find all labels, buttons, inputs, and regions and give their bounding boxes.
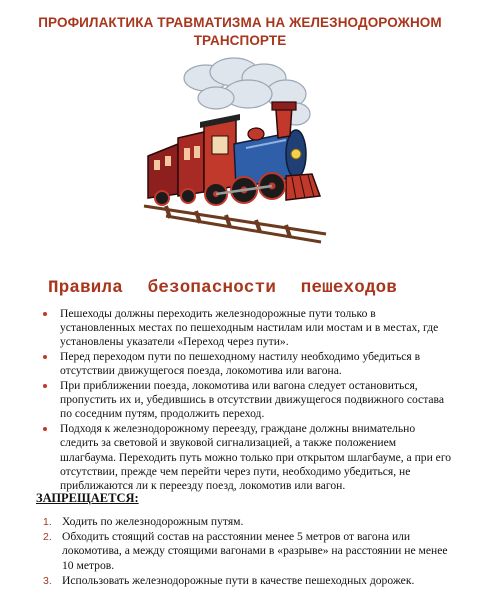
steam-locomotive-icon [136, 56, 336, 246]
item-number: 2. [43, 531, 52, 544]
page-title: ПРОФИЛАКТИКА ТРАВМАТИЗМА НА ЖЕЛЕЗНОДОРОЖНОМ ТРАНСПОРТЕ [38, 15, 442, 48]
rule-text: Пешеходы должны переходить железнодорожные пути только в установленных местах по пешеходным настилам или мостам и в местах, где установлены указатели «Переход через пути». [60, 307, 439, 349]
list-item [40, 515, 452, 529]
bullet-icon [43, 384, 47, 388]
list-item [40, 422, 452, 493]
prohibition-text: Ходить по железнодорожным путям. [62, 515, 244, 528]
rule-text: Подходя к железнодорожному переезду, граждане должны внимательно следить за световой и звуковой сигнализацией, а также положением шлагбаума. Переходить путь можно только при открытом шлагбауме, а при его отсутствии, прежде чем перейти через пути, необходимо убедиться, не приближаются ли к переезду поезд, локомотив или вагон. [60, 422, 452, 492]
prohibition-text: Использовать железнодорожные пути в качестве пешеходных дорожек. [62, 573, 415, 587]
bullet-icon [43, 312, 47, 316]
list-item [40, 307, 452, 350]
prohibition-text: Обходить стоящий состав на расстоянии менее 5 метров от вагона или локомотива, а между стоящими вагонами в «разрыве» на расстоянии не менее 10 метров. [62, 530, 448, 572]
item-number: 3. [43, 574, 52, 587]
rule-text: При приближении поезда, локомотива или вагона следует остановиться, пропустить их и, убедившись в отсутствии движущегося подвижного состава по соседним путям, продолжить переход. [60, 379, 445, 421]
prohibitions-list [40, 515, 452, 589]
bullet-icon [43, 427, 47, 431]
section-title: Правила безопасности пешеходов [48, 278, 398, 298]
bullet-icon [43, 355, 47, 359]
item-number: 1. [43, 516, 52, 528]
rails-icon [144, 206, 326, 242]
list-item [40, 350, 452, 378]
list-item [40, 574, 452, 588]
rules-list [40, 307, 452, 494]
list-item [40, 379, 452, 422]
list-item [40, 530, 452, 573]
rule-text: Перед переходом пути по пешеходному настилу необходимо убедиться в отсутствии движущегося поезда, локомотива или вагона. [60, 350, 421, 378]
forbidden-heading: ЗАПРЕЩАЕТСЯ: [36, 491, 139, 505]
wagon-icon [148, 132, 204, 198]
